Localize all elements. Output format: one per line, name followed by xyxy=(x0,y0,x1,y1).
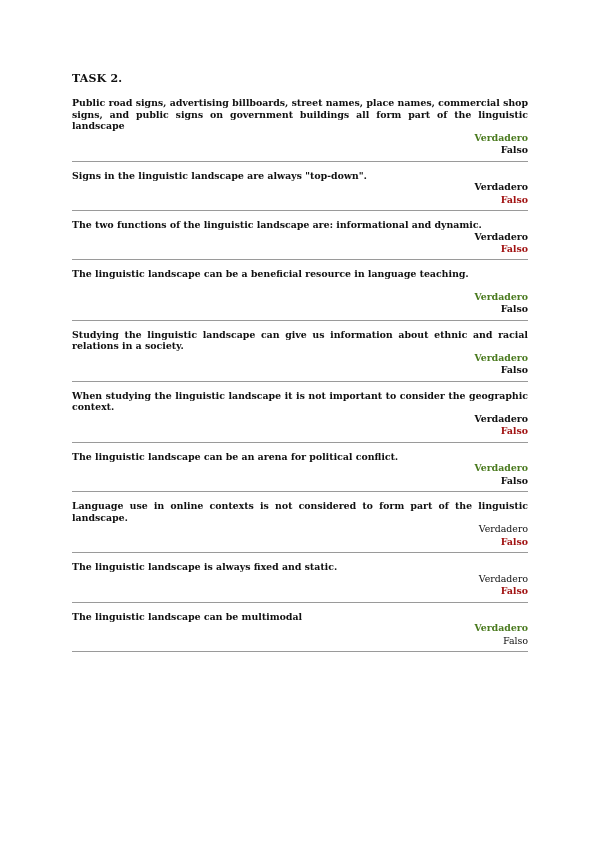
option-verdadero[interactable]: Verdadero xyxy=(474,132,528,144)
divider xyxy=(72,381,528,382)
answer-options xyxy=(72,524,528,549)
question-text: Signs in the linguistic landscape are always "top-down". xyxy=(72,170,367,182)
task-title: TASK 2. xyxy=(72,72,123,85)
answer-options xyxy=(72,414,528,439)
divider xyxy=(72,651,528,652)
answer-options xyxy=(72,574,528,599)
question-item xyxy=(72,501,528,553)
option-falso[interactable]: Falso xyxy=(500,145,528,157)
option-falso[interactable]: Falso xyxy=(500,586,528,598)
question-item xyxy=(72,612,528,652)
option-verdadero[interactable]: Verdadero xyxy=(474,623,528,635)
divider xyxy=(72,161,528,162)
question-item xyxy=(72,452,528,492)
question-text: The linguistic landscape can be an arena for political conflict. xyxy=(72,451,399,463)
option-falso[interactable]: Falso xyxy=(500,536,528,548)
question-item xyxy=(72,220,528,260)
option-verdadero[interactable]: Verdadero xyxy=(474,231,528,243)
divider xyxy=(72,259,528,260)
question-text: The linguistic landscape can be multimodal xyxy=(72,611,303,623)
option-falso[interactable]: Falso xyxy=(500,426,528,438)
option-falso[interactable]: Falso xyxy=(500,475,528,487)
divider xyxy=(72,442,528,443)
question-item xyxy=(72,171,528,211)
document-page xyxy=(72,72,528,661)
option-verdadero[interactable]: Verdadero xyxy=(474,463,528,475)
option-falso[interactable]: Falso xyxy=(500,304,528,316)
question-text: When studying the linguistic landscape it is not important to consider the geographic context. xyxy=(72,390,528,414)
option-verdadero[interactable]: Verdadero xyxy=(474,414,528,425)
divider xyxy=(72,210,528,211)
divider xyxy=(72,602,528,603)
option-verdadero[interactable]: Verdadero xyxy=(478,573,528,585)
question-item xyxy=(72,330,528,382)
divider xyxy=(72,320,528,321)
question-text: The two functions of the linguistic landscape are: informational and dynamic. xyxy=(72,220,482,231)
option-verdadero[interactable]: Verdadero xyxy=(474,182,528,194)
question-text: The linguistic landscape is always fixed and static. xyxy=(72,562,338,574)
answer-options xyxy=(72,353,528,378)
option-falso[interactable]: Falso xyxy=(500,194,528,206)
divider xyxy=(72,491,528,492)
question-item xyxy=(72,391,528,443)
option-falso[interactable]: Falso xyxy=(503,635,528,647)
option-verdadero[interactable]: Verdadero xyxy=(474,292,528,303)
answer-options xyxy=(72,232,528,257)
answer-options xyxy=(72,182,528,207)
question-text: Language use in online contexts is not considered to form part of the linguistic landscape. xyxy=(72,501,528,524)
question-text: Public road signs, advertising billboards, street names, place names, commercial shop signs, and public signs on government buildings all form part of the linguistic landscape xyxy=(72,98,528,133)
answer-options xyxy=(72,463,528,488)
option-verdadero[interactable]: Verdadero xyxy=(474,353,528,364)
divider xyxy=(72,552,528,553)
question-item xyxy=(72,269,528,320)
question-text: The linguistic landscape can be a beneficial resource in language teaching. xyxy=(72,269,469,281)
question-text: Studying the linguistic landscape can give us information about ethnic and racial relations in a society. xyxy=(72,329,528,353)
question-item xyxy=(72,562,528,602)
answer-options xyxy=(72,623,528,648)
answer-options xyxy=(72,292,528,317)
option-verdadero[interactable]: Verdadero xyxy=(478,524,528,536)
question-item xyxy=(72,98,528,162)
answer-options xyxy=(72,133,528,158)
option-falso[interactable]: Falso xyxy=(500,365,528,377)
option-falso[interactable]: Falso xyxy=(500,244,528,255)
